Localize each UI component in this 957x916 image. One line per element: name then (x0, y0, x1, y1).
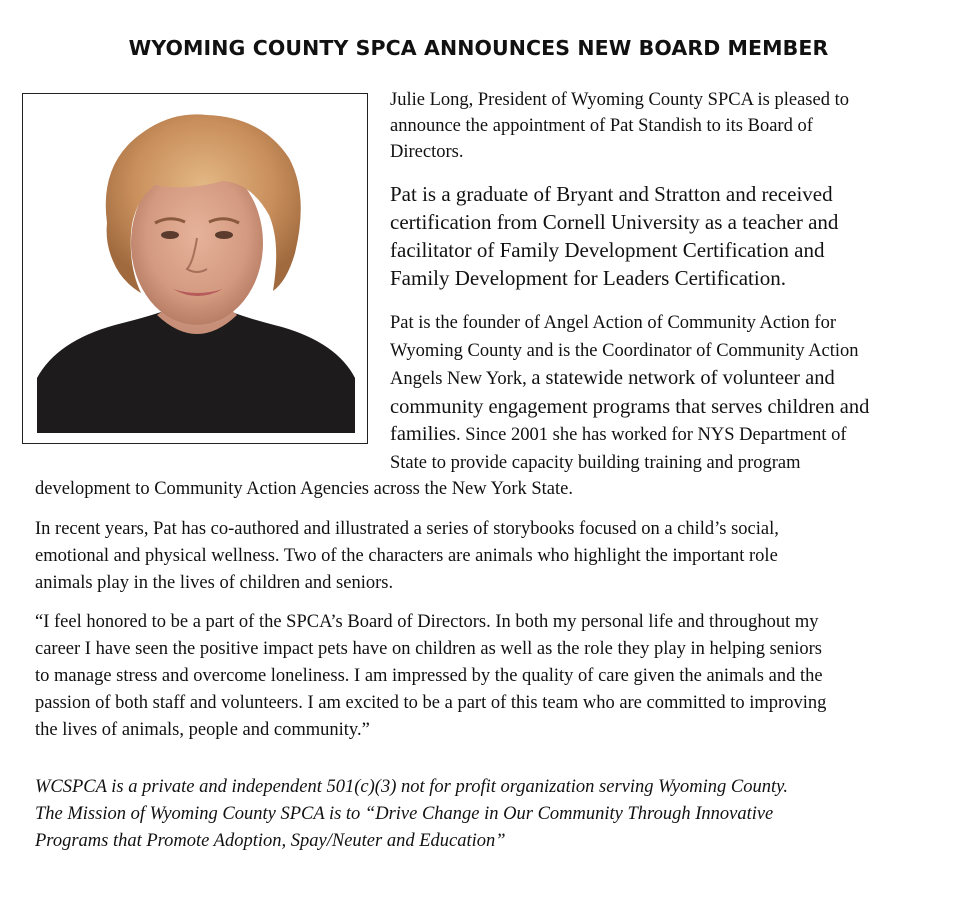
portrait-photo-frame (22, 93, 368, 444)
text-run: Angels New York, (390, 369, 532, 389)
text-line: the lives of animals, people and community.” (35, 720, 370, 740)
text-run: a statewide network of volunteer and (531, 367, 835, 389)
quote-paragraph (35, 609, 945, 744)
text-run: . Since 2001 she has worked for NYS Department of (456, 425, 847, 445)
text-line: development to Community Action Agencies across the New York State. (35, 479, 573, 499)
text-line: animals play in the lives of children and seniors. (35, 573, 394, 593)
text-line: Directors. (390, 142, 464, 162)
text-line: Family Development for Leaders Certification. (390, 266, 786, 290)
text-line: emotional and physical wellness. Two of the characters are animals who highlight the important role (35, 546, 778, 566)
text-line: to manage stress and overcome loneliness. I am impressed by the quality of care given the animals and the (35, 666, 823, 686)
founder-paragraph-continued (35, 476, 935, 503)
text-line: community engagement programs that serves children and (390, 395, 870, 418)
text-line: Pat is the founder of Angel Action of Community Action for (390, 313, 837, 333)
text-line: State to provide capacity building training and program (390, 452, 801, 473)
text-line: certification from Cornell University as a teacher and (390, 210, 839, 234)
text-line: passion of both staff and volunteers. I am excited to be a part of this team who are committed to improving (35, 693, 827, 713)
text-line: WCSPCA is a private and independent 501(c)(3) not for profit organization serving Wyoming County. (35, 777, 788, 797)
text-run: families (390, 423, 457, 445)
mission-paragraph (35, 774, 935, 855)
text-line: “I feel honored to be a part of the SPCA’s Board of Directors. In both my personal life and throughout my (35, 612, 819, 632)
portrait-photo (37, 103, 355, 433)
education-paragraph (390, 180, 945, 292)
text-line: Programs that Promote Adoption, Spay/Neuter and Education” (35, 831, 506, 851)
text-line: facilitator of Family Development Certification and (390, 238, 825, 262)
founder-paragraph (390, 310, 950, 477)
text-line: The Mission of Wyoming County SPCA is to “Drive Change in Our Community Through Innovative (35, 804, 774, 824)
text-line: announce the appointment of Pat Standish to its Board of (390, 116, 813, 136)
text-line: Pat is a graduate of Bryant and Stratton and received (390, 182, 833, 206)
text-line: career I have seen the positive impact pets have on children as well as the role they play in helping seniors (35, 639, 823, 659)
text-line: In recent years, Pat has co-authored and illustrated a series of storybooks focused on a child’s social, (35, 519, 779, 539)
text-line (390, 421, 950, 450)
storybooks-paragraph (35, 516, 935, 597)
text-line (390, 365, 950, 394)
text-line: Wyoming County and is the Coordinator of Community Action (390, 340, 859, 361)
intro-paragraph (390, 87, 945, 165)
page-title: WYOMING COUNTY SPCA ANNOUNCES NEW BOARD MEMBER (128, 36, 829, 60)
text-line: Julie Long, President of Wyoming County SPCA is pleased to (390, 90, 849, 110)
